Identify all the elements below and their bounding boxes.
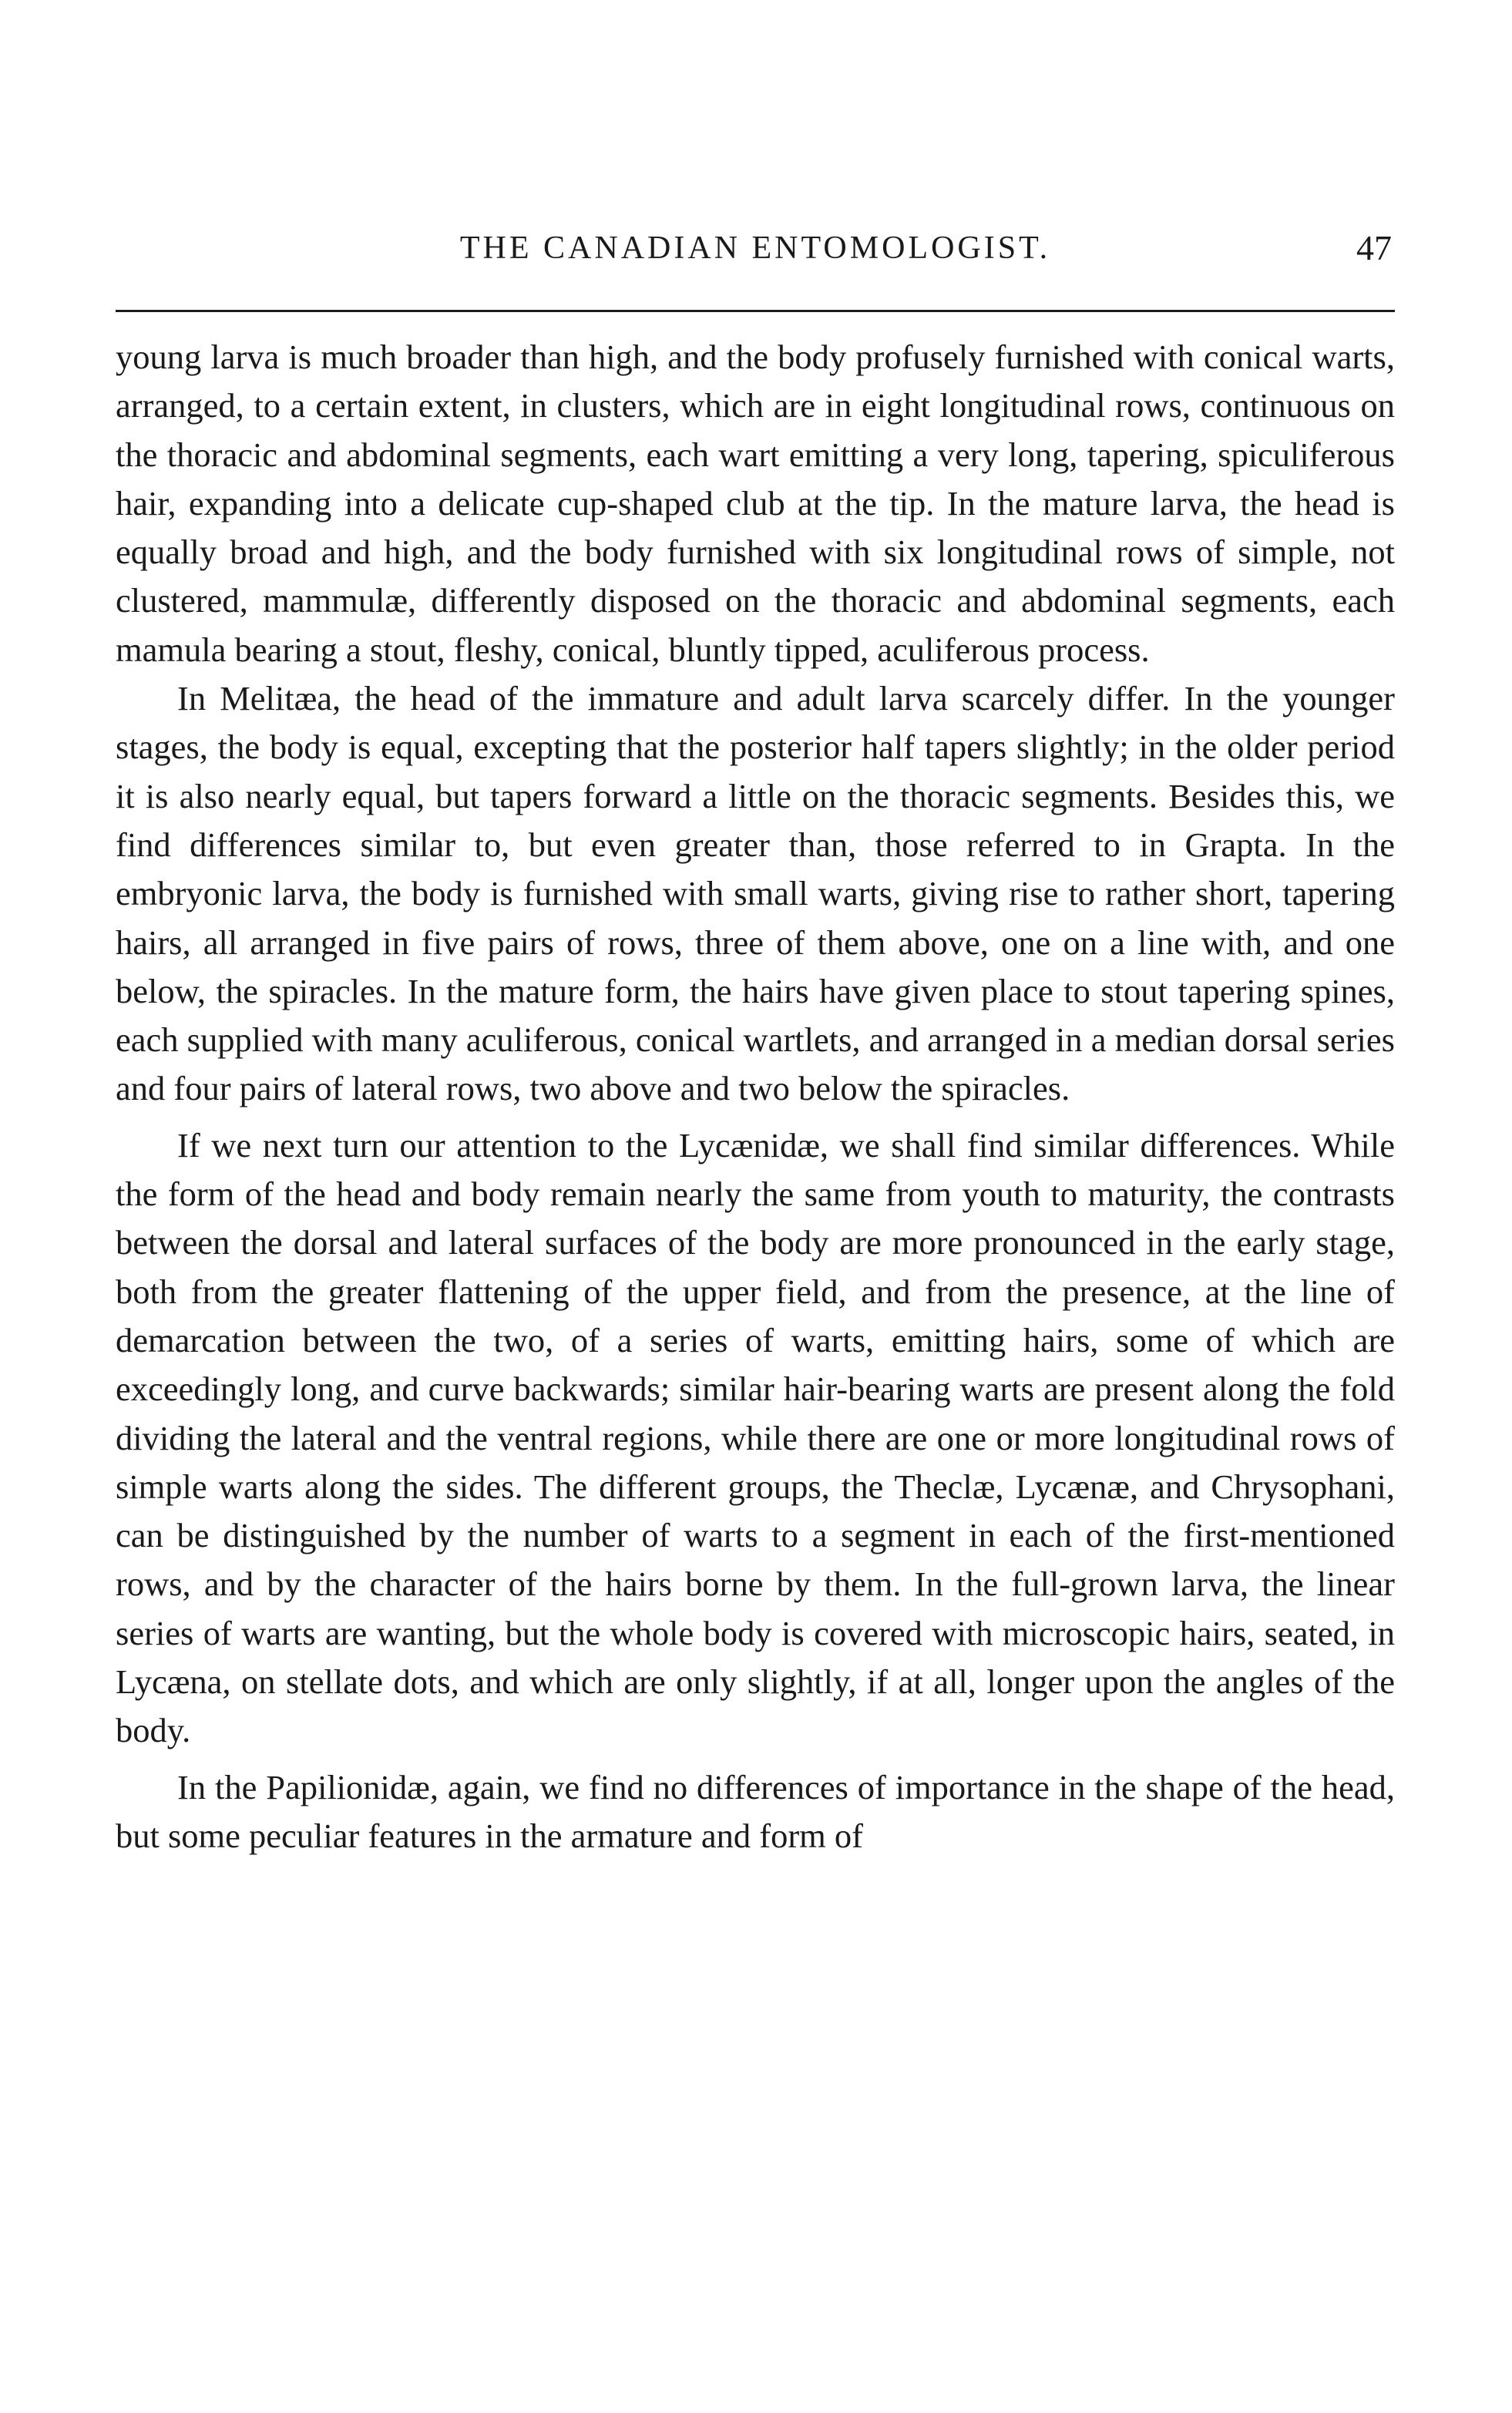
paragraph-3: If we next turn our attention to the Lycænidæ, we shall find similar differences. While the form of the head and body remain nearly the same from youth to maturity, the contrasts between the dorsal and lateral surfaces of the body are more pronounced in the early stage, both from the greater flattening of the upper field, and from the presence, at the line of demarcation between the two, of a series of warts, emitting hairs, some of which are exceedingly long, and curve backwards; similar hair-bearing warts are present along the fold dividing the lateral and the ventral regions, while there are one or more longitudinal rows of simple warts along the sides. The different groups, the Theclæ, Lycænæ, and Chrysophani, can be distinguished by the number of warts to a segment in each of the first-mentioned rows, and by the character of the hairs borne by them. In the full-grown larva, the linear series of warts are wanting, but the whole body is covered with microscopic hairs, seated, in Lycæna, on stellate dots, and which are only slightly, if at all, longer upon the angles of the body. — [116, 1125, 1395, 1750]
header-rule — [116, 310, 1395, 312]
page-header — [116, 225, 1395, 287]
paragraph-4: In the Papilionidæ, again, we find no differences of importance in the shape of the head, but some peculiar features in the armature and form of — [116, 1767, 1395, 1855]
paragraph-2: In Melitæa, the head of the immature and adult larva scarcely differ. In the younger stages, the body is equal, excepting that the posterior half tapers slightly; in the older period it is also nearly equal, but tapers forward a little on the thoracic segments. Besides this, we find differences similar to, but even greater than, those referred to in Grapta. In the embryonic larva, the body is furnished with small warts, giving rise to rather short, tapering hairs, all arranged in five pairs of rows, three of them above, one on a line with, and one below, the spiracles. In the mature form, the hairs have given place to stout tapering spines, each supplied with many aculiferous, conical wartlets, and arranged in a median dorsal series and four pairs of lateral rows, two above and two below the spiracles. — [116, 679, 1395, 1108]
body-text — [116, 333, 1395, 1860]
running-title: THE CANADIAN ENTOMOLOGIST. — [459, 230, 1051, 266]
page-number: 47 — [1356, 228, 1392, 267]
paragraph-1: young larva is much broader than high, and the body profusely furnished with conical warts, arranged, to a certain extent, in clusters, which are in eight longitudinal rows, continuous on the thoracic and abdominal segments, each wart emitting a very long, tapering, spiculiferous hair, expanding into a delicate cup-shaped club at the tip. In the mature larva, the head is equally broad and high, and the body furnished with six longitudinal rows of simple, not clustered, mammulæ, differently disposed on the thoracic and abdominal segments, each mamula bearing a stout, fleshy, conical, bluntly tipped, aculiferous process. — [116, 338, 1395, 669]
